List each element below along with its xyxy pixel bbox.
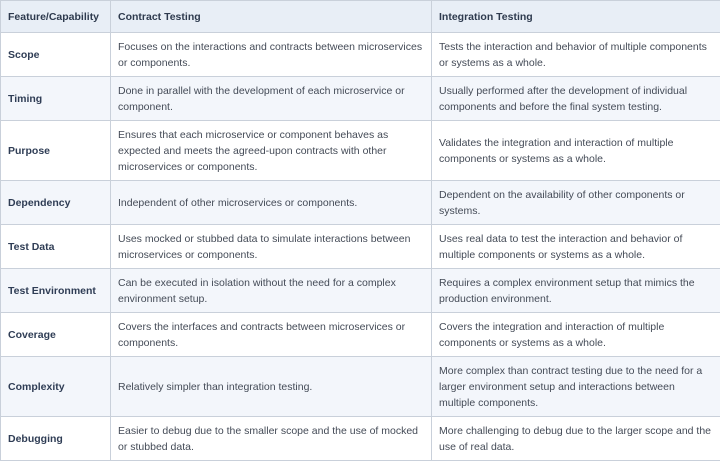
integration-cell: Validates the integration and interaction of multiple components or systems as a whole. bbox=[432, 121, 720, 181]
table-row-purpose bbox=[1, 121, 720, 181]
contract-cell: Uses mocked or stubbed data to simulate interactions between microservices or components. bbox=[111, 225, 432, 269]
contract-cell: Can be executed in isolation without the need for a complex environment setup. bbox=[111, 269, 432, 313]
feature-cell: Purpose bbox=[1, 121, 111, 181]
integration-cell: More complex than contract testing due to the need for a larger environment setup and interactions between multiple components. bbox=[432, 357, 720, 417]
integration-cell: Tests the interaction and behavior of multiple components or systems as a whole. bbox=[432, 33, 720, 77]
contract-cell: Ensures that each microservice or component behaves as expected and meets the agreed-upon contracts with other microservices or components. bbox=[111, 121, 432, 181]
table-row-dependency bbox=[1, 181, 720, 225]
feature-cell: Scope bbox=[1, 33, 111, 77]
feature-cell: Dependency bbox=[1, 181, 111, 225]
feature-cell: Complexity bbox=[1, 357, 111, 417]
table-row-timing bbox=[1, 77, 720, 121]
header-contract-testing: Contract Testing bbox=[111, 1, 432, 33]
header-feature: Feature/Capability bbox=[1, 1, 111, 33]
contract-cell: Covers the interfaces and contracts between microservices or components. bbox=[111, 313, 432, 357]
table-row-test-environment bbox=[1, 269, 720, 313]
table-row-test-data bbox=[1, 225, 720, 269]
feature-cell: Coverage bbox=[1, 313, 111, 357]
integration-cell: Dependent on the availability of other components or systems. bbox=[432, 181, 720, 225]
feature-cell: Test Data bbox=[1, 225, 111, 269]
integration-cell: Uses real data to test the interaction and behavior of multiple components or systems as a whole. bbox=[432, 225, 720, 269]
contract-cell: Focuses on the interactions and contracts between microservices or components. bbox=[111, 33, 432, 77]
table-row-scope bbox=[1, 33, 720, 77]
feature-cell: Timing bbox=[1, 77, 111, 121]
table-row-coverage bbox=[1, 313, 720, 357]
contract-cell: Easier to debug due to the smaller scope and the use of mocked or stubbed data. bbox=[111, 417, 432, 461]
integration-cell: Usually performed after the development of individual components and before the final system testing. bbox=[432, 77, 720, 121]
integration-cell: Covers the integration and interaction of multiple components or systems as a whole. bbox=[432, 313, 720, 357]
table-row-debugging bbox=[1, 417, 720, 461]
contract-cell: Relatively simpler than integration testing. bbox=[111, 357, 432, 417]
integration-cell: More challenging to debug due to the larger scope and the use of real data. bbox=[432, 417, 720, 461]
contract-cell: Independent of other microservices or components. bbox=[111, 181, 432, 225]
contract-cell: Done in parallel with the development of each microservice or component. bbox=[111, 77, 432, 121]
integration-cell: Requires a complex environment setup that mimics the production environment. bbox=[432, 269, 720, 313]
feature-cell: Debugging bbox=[1, 417, 111, 461]
feature-cell: Test Environment bbox=[1, 269, 111, 313]
header-row bbox=[1, 1, 720, 33]
header-integration-testing: Integration Testing bbox=[432, 1, 720, 33]
table-row-complexity bbox=[1, 357, 720, 417]
